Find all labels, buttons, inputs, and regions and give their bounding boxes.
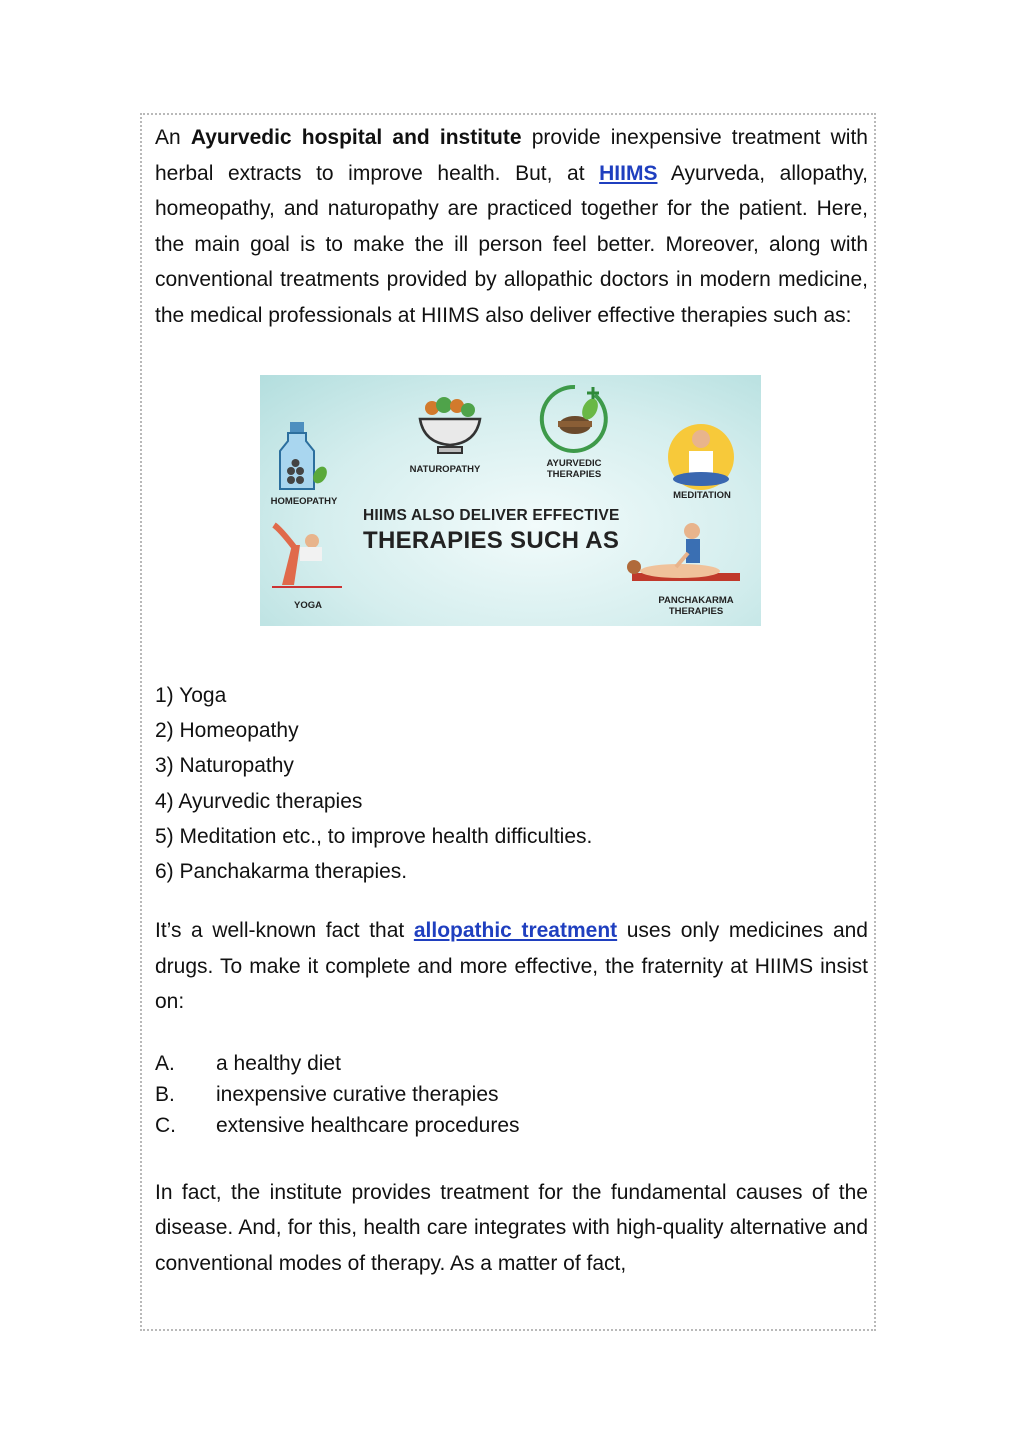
intro-paragraph bbox=[155, 120, 868, 333]
label-yoga: YOGA bbox=[294, 600, 322, 611]
therapies-list bbox=[155, 678, 868, 889]
intro-text-1: An bbox=[155, 126, 191, 149]
hiims-link[interactable]: HIIMS bbox=[599, 161, 658, 185]
list-text: extensive healthcare procedures bbox=[216, 1113, 520, 1137]
infographic-title-line-1: HIIMS ALSO DELIVER EFFECTIVE bbox=[363, 507, 620, 524]
allopathic-treatment-link[interactable]: allopathic treatment bbox=[413, 919, 618, 943]
yoga-person-icon bbox=[272, 525, 342, 587]
list-marker: A. bbox=[155, 1051, 175, 1075]
list-text: a healthy diet bbox=[216, 1051, 341, 1075]
list-item bbox=[155, 1048, 868, 1079]
therapies-infographic bbox=[260, 375, 761, 626]
label-ayurvedic-therapies: AYURVEDIC THERAPIES bbox=[546, 458, 602, 480]
label-naturopathy: NATUROPATHY bbox=[409, 464, 481, 475]
insist-list bbox=[155, 1048, 868, 1141]
infographic-title-line-2: THERAPIES SUCH AS bbox=[363, 526, 620, 554]
list-item bbox=[155, 1110, 868, 1141]
label-homeopathy: HOMEOPATHY bbox=[270, 496, 338, 507]
intro-bold-phrase: Ayurvedic hospital and institute bbox=[190, 126, 522, 149]
label-panchakarma-therapies: PANCHAKARMA THERAPIES bbox=[658, 595, 734, 617]
list-item: 1) Yoga bbox=[155, 684, 227, 707]
list-item: 3) Naturopathy bbox=[155, 754, 294, 778]
document-body bbox=[155, 120, 868, 1281]
label-meditation: MEDITATION bbox=[673, 490, 731, 501]
ayurvedic-leaf-icon bbox=[542, 387, 606, 451]
naturopathy-mortar-icon bbox=[420, 397, 480, 453]
homeopathy-bottle-icon bbox=[280, 422, 330, 489]
list-item: 5) Meditation etc., to improve health difficulties. bbox=[155, 824, 593, 848]
intro-text-2: provide inexpensive treatment with herbal extracts to improve health. But, at bbox=[155, 126, 868, 185]
infographic-title bbox=[363, 508, 620, 553]
para2-text-2: uses only medicines and drugs. To make it complete and more effective, the fraternity at HIIMS insist on: bbox=[155, 919, 868, 1014]
list-item: 2) Homeopathy bbox=[155, 719, 299, 743]
list-item: 6) Panchakarma therapies. bbox=[155, 860, 408, 884]
list-item bbox=[155, 1079, 868, 1110]
intro-text-3: Ayurveda, allopathy, homeopathy, and naturopathy are practiced together for the patient. Here, the main goal is to make the ill person feel better. Moreover, along with conventional treatments provided by allopathic doctors in modern medicine, the medical professionals at HIIMS also deliver effective therapies such as: bbox=[155, 161, 868, 327]
list-item: 4) Ayurvedic therapies bbox=[155, 789, 363, 813]
meditation-person-icon bbox=[668, 424, 734, 490]
panchakarma-massage-icon bbox=[627, 523, 740, 581]
allopathic-paragraph bbox=[155, 913, 868, 1020]
list-marker: B. bbox=[155, 1082, 175, 1106]
list-text: inexpensive curative therapies bbox=[216, 1082, 499, 1106]
para2-text-1: It’s a well-known fact that bbox=[155, 919, 414, 943]
closing-paragraph: In fact, the institute provides treatment for the fundamental causes of the disease. And, for this, health care integrates with high-quality alternative and conventional modes of therapy. As a matter of fact, bbox=[155, 1180, 868, 1275]
list-marker: C. bbox=[155, 1113, 176, 1137]
